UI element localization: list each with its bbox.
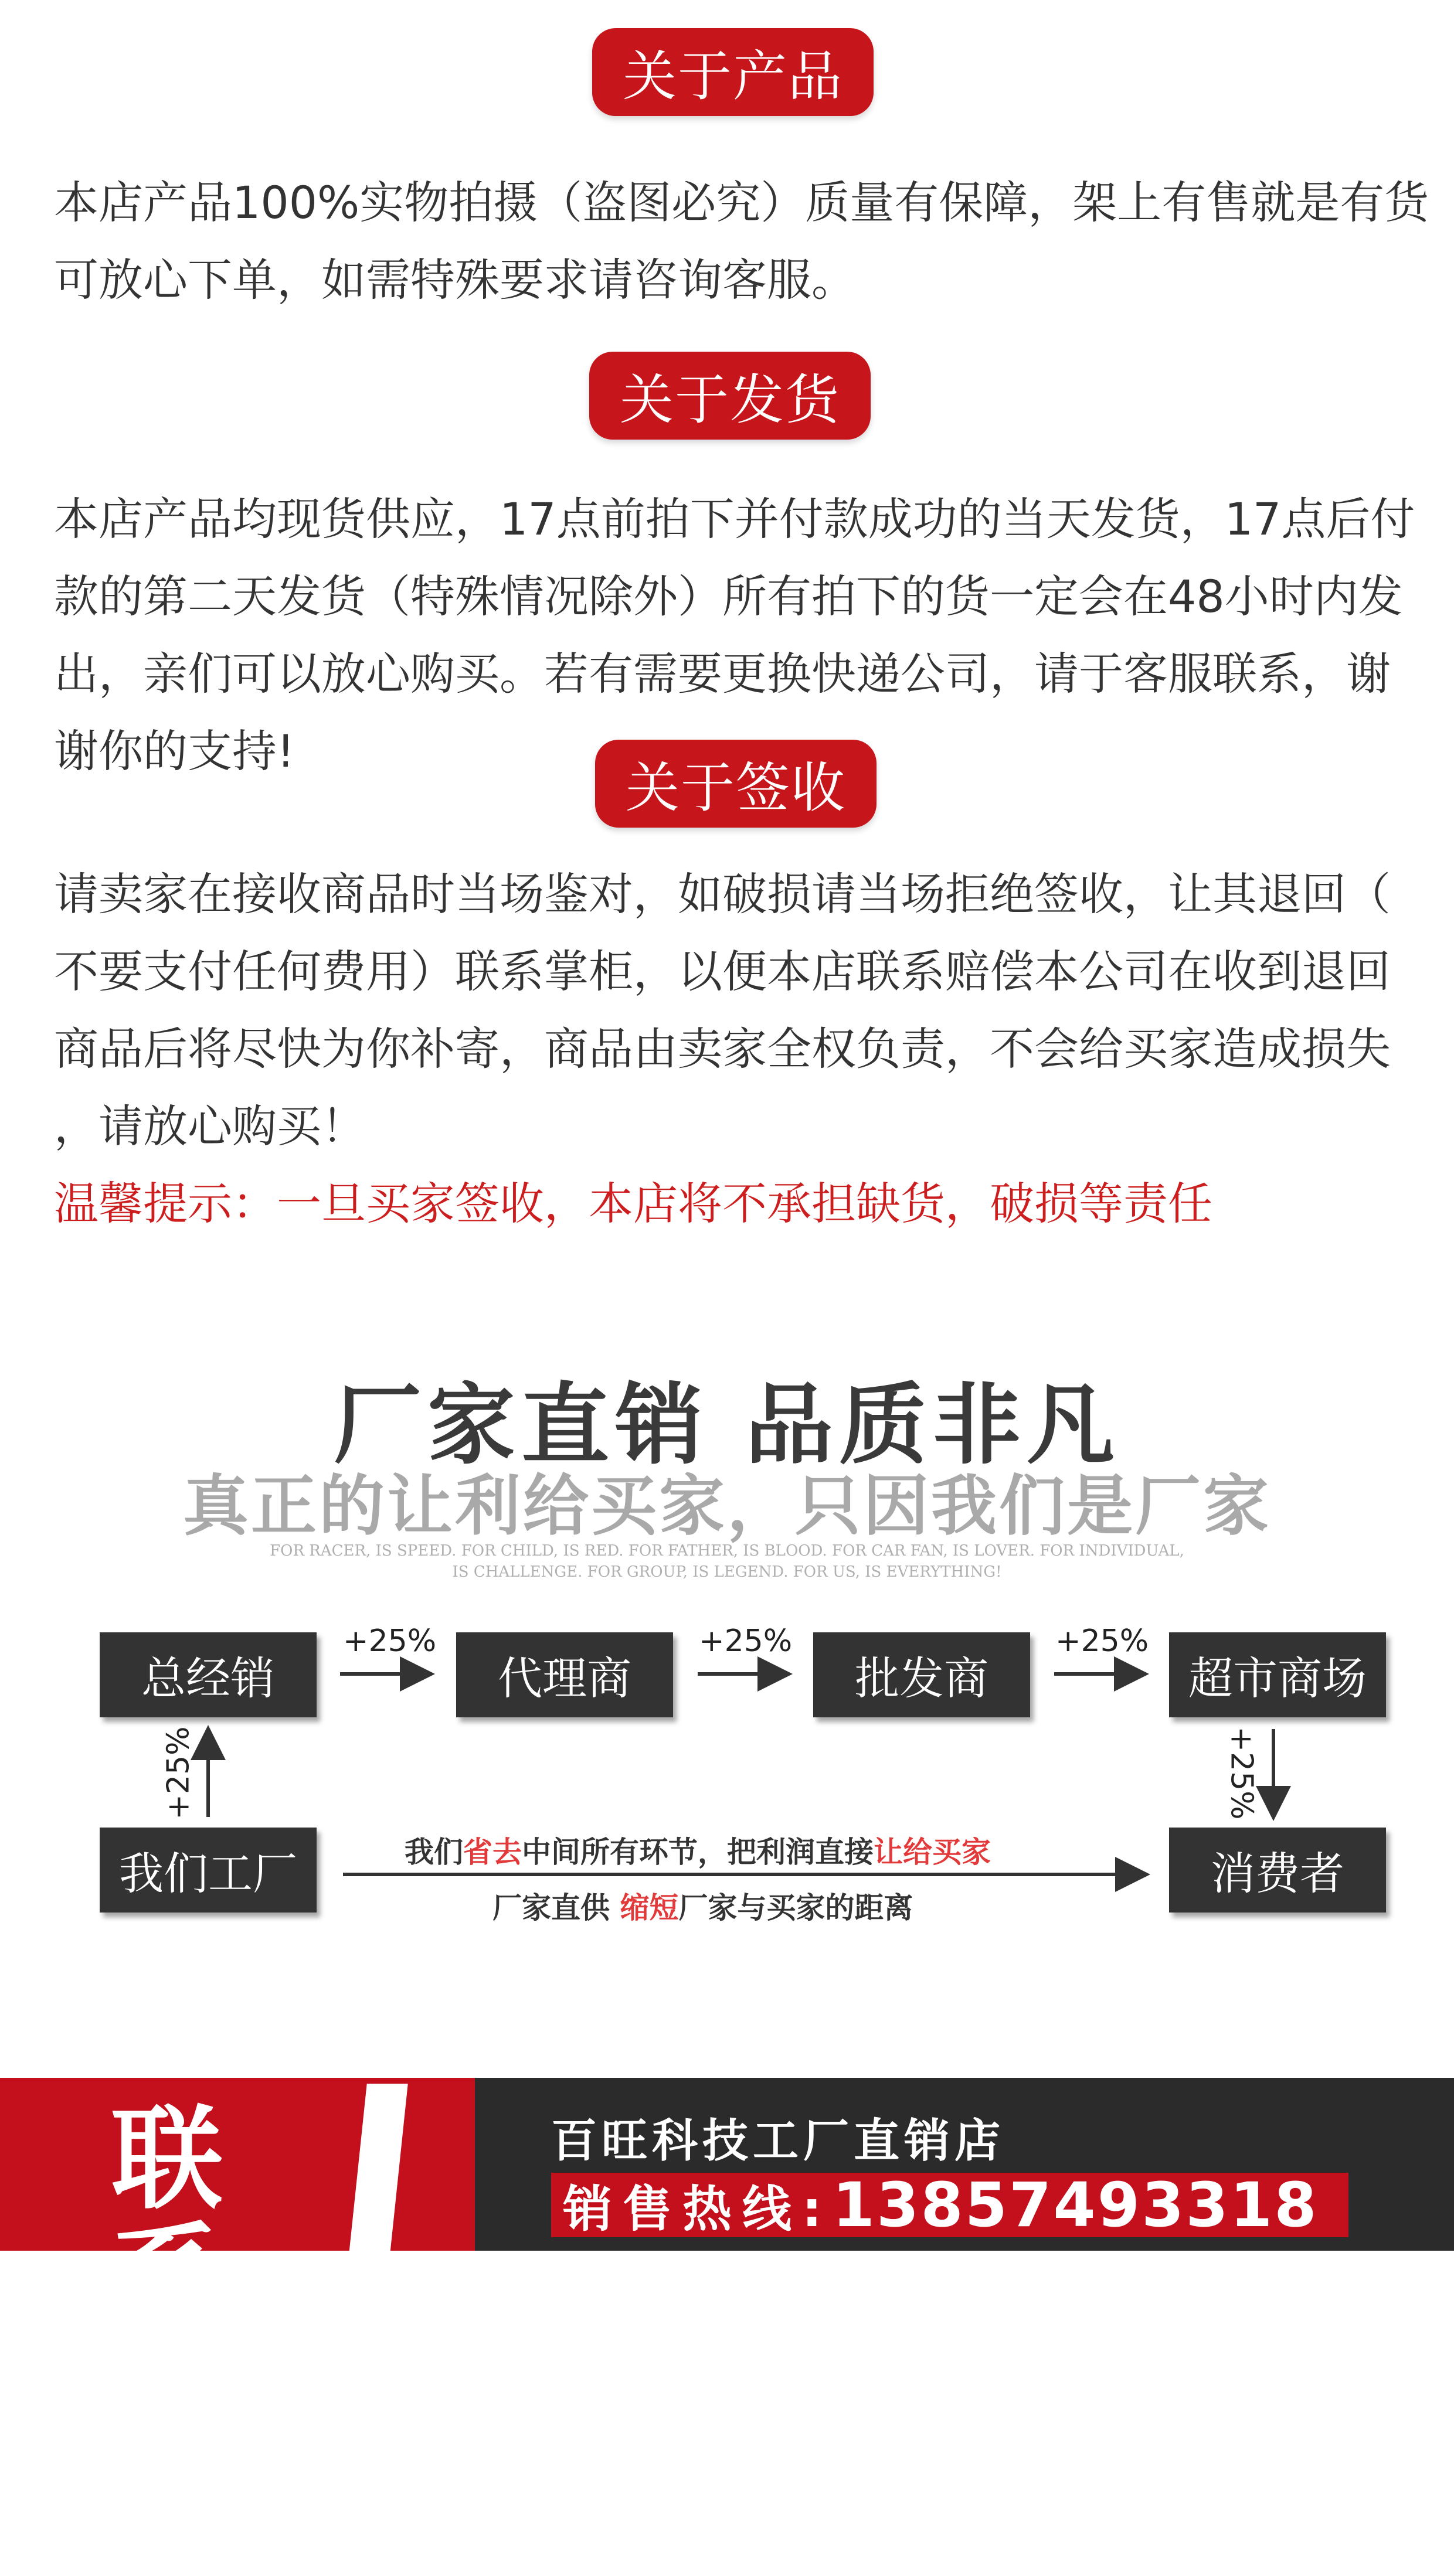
section-title-signing: 关于签收	[595, 740, 877, 828]
note-highlight: 缩短	[620, 1891, 679, 1925]
paragraph-line: 谢你的支持!	[54, 725, 295, 777]
section-title-shipping: 关于发货	[589, 352, 871, 440]
node-agent: 代理商	[456, 1632, 673, 1717]
markup-label-3: +25%	[1055, 1624, 1149, 1659]
paragraph-line: 本店产品100%实物拍摄（盗图必究）质量有保障，架上有售就是有货	[54, 176, 1429, 229]
store-name: 百旺科技工厂直销店	[551, 2115, 1005, 2167]
section-title-product: 关于产品	[592, 28, 874, 116]
hotline-number[interactable]: 13857493318	[832, 2169, 1319, 2241]
footer	[0, 2078, 1454, 2576]
promo-headline: 厂家直销 品质非凡	[333, 1374, 1121, 1476]
promo-english-line: IS CHALLENGE. FOR GROUP, IS LEGEND. FOR US, IS EVERYTHING!	[452, 1563, 1002, 1581]
promo-subhead: 真正的让利给买家，只因我们是厂家	[183, 1468, 1271, 1544]
node-supermarket: 超市商场	[1169, 1632, 1386, 1717]
note-highlight: 让给买家	[874, 1835, 991, 1869]
markup-label-up: +25%	[161, 1726, 196, 1820]
contact-exclamation-bar	[348, 2084, 408, 2259]
node-wholesaler: 批发商	[813, 1632, 1030, 1717]
paragraph-line: 请卖家在接收商品时当场鉴对，如破损请当场拒绝签收，让其退回（	[54, 868, 1391, 920]
note-text: 我们	[405, 1835, 463, 1869]
node-general-distributor: 总经销	[100, 1632, 317, 1717]
paragraph-line: 商品后将尽快为你补寄，商品由卖家全权负责，不会给买家造成损失	[54, 1023, 1391, 1075]
markup-label-down: +25%	[1224, 1726, 1259, 1820]
hotline-bar	[551, 2169, 1348, 2241]
node-our-factory: 我们工厂	[100, 1828, 317, 1913]
node-consumer: 消费者	[1169, 1828, 1386, 1913]
markup-label-1: +25%	[343, 1624, 437, 1659]
markup-label-2: +25%	[699, 1624, 793, 1659]
paragraph-line: 不要支付任何费用）联系掌柜，以便本店联系赔偿本公司在收到退回	[54, 945, 1391, 998]
paragraph-line: 出，亲们可以放心购买。若有需要更换快递公司，请于客服联系，谢	[54, 648, 1391, 700]
paragraph-line: 本店产品均现货供应，17点前拍下并付款成功的当天发货，17点后付	[54, 493, 1415, 545]
warm-tip-text: 温馨提示：一旦买家签收，本店将不承担缺货，破损等责任	[54, 1178, 1212, 1230]
promo-english-line: FOR RACER, IS SPEED. FOR CHILD, IS RED. FOR FATHER, IS BLOOD. FOR CAR FAN, IS LOVER. FOR INDIVIDUAL,	[270, 1542, 1184, 1560]
note-text: 厂家与买家的距离	[678, 1891, 913, 1925]
note-text: 厂家直供	[492, 1891, 620, 1925]
paragraph-line: 款的第二天发货（特殊情况除外）所有拍下的货一定会在48小时内发	[54, 570, 1403, 622]
paragraph-line: 可放心下单，如需特殊要求请咨询客服。	[54, 254, 856, 306]
hotline-label: 销售热线:	[563, 2180, 833, 2238]
note-text: 中间所有环节，把利润直接	[522, 1835, 874, 1869]
flow-note-top	[405, 1829, 991, 1871]
flow-note-bottom	[492, 1884, 913, 1927]
contact-title: 联系我们	[111, 2095, 227, 2576]
footer-contact-panel	[0, 2078, 475, 2576]
note-highlight: 省去	[463, 1835, 522, 1869]
paragraph-line: ，请放心购买！	[54, 1100, 366, 1152]
